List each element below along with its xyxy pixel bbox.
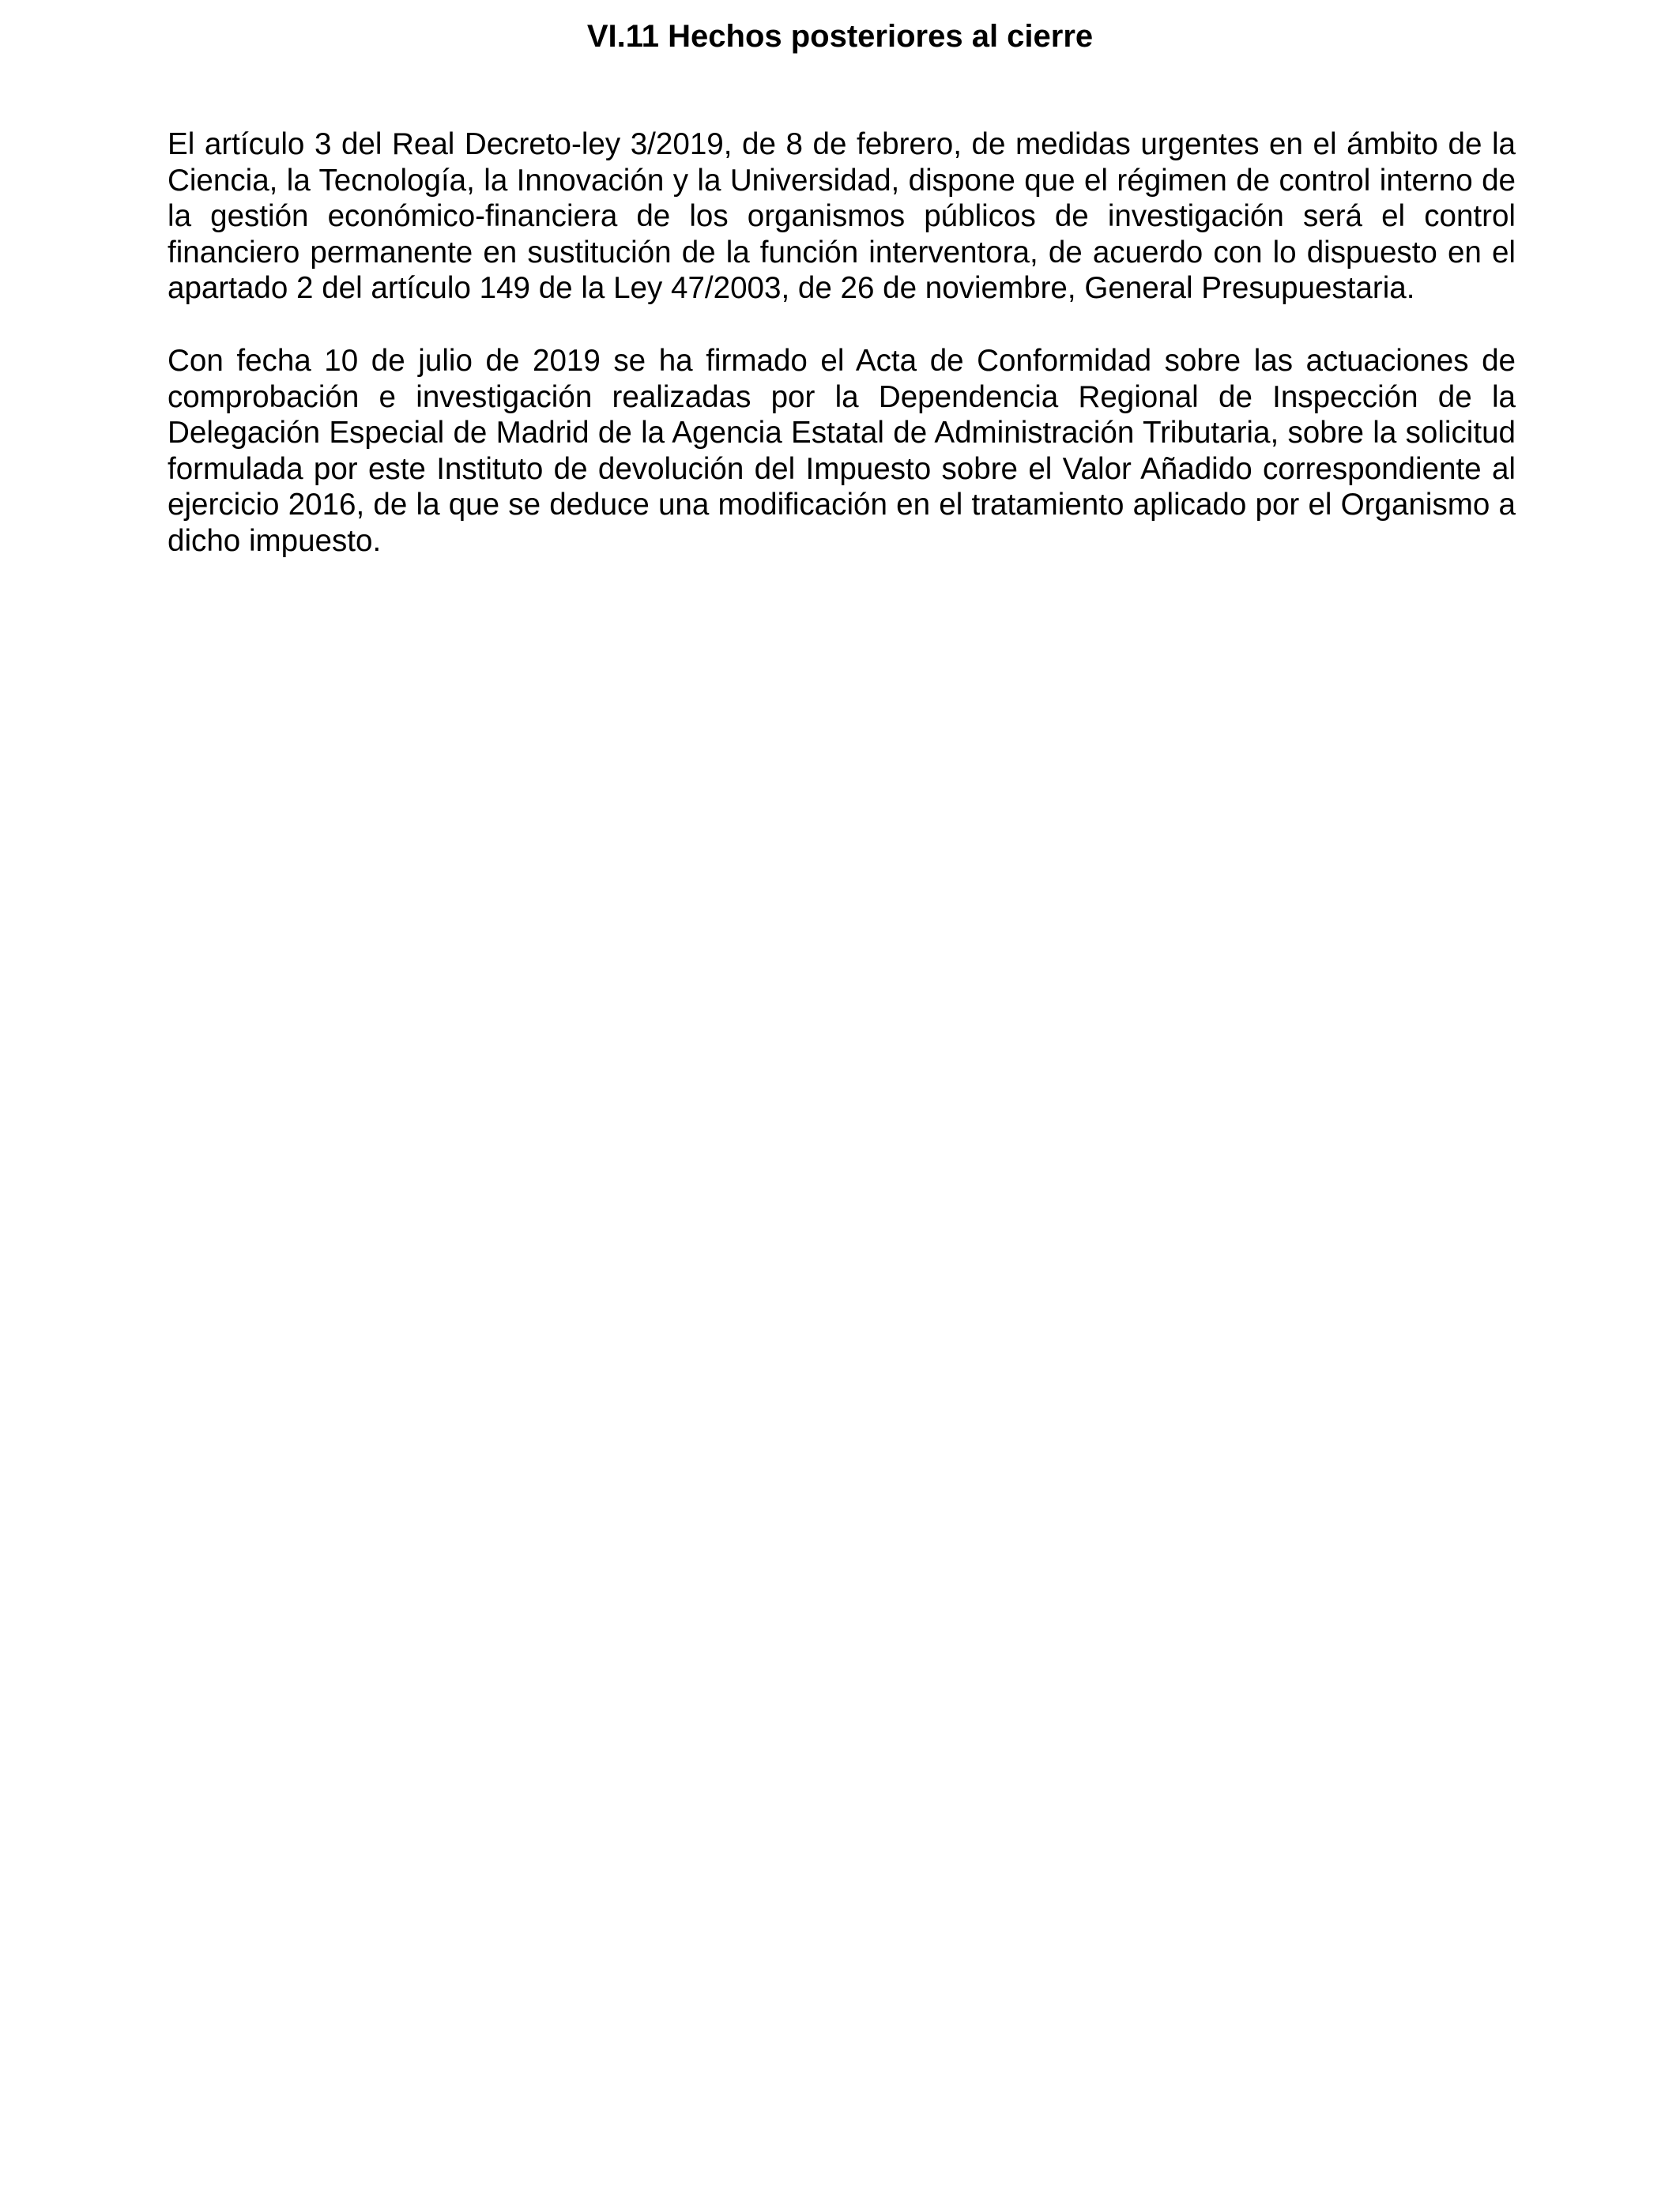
document-body — [168, 126, 1516, 596]
paragraph-acta-conformidad: Con fecha 10 de julio de 2019 se ha firmado el Acta de Conformidad sobre las actuaciones de comprobación e investigación realizadas por la Dependencia Regional de Inspección de la Delegación Especial de Madrid de la Agencia Estatal de Administración Tributaria, sobre la solicitud formulada por este Instituto de devolución del Impuesto sobre el Valor Añadido correspondiente al ejercicio 2016, de la que se deduce una modificación en el tratamiento aplicado por el Organismo a dicho impuesto. — [168, 343, 1516, 558]
section-heading: VI.11 Hechos posteriores al cierre — [586, 19, 1094, 54]
paragraph-control-financiero: El artículo 3 del Real Decreto-ley 3/2019, de 8 de febrero, de medidas urgentes en el ámbito de la Ciencia, la Tecnología, la Innovación y la Universidad, dispone que el régimen de control interno de la gestión económico-financiera de los organismos públicos de investigación será el control financiero permanente en sustitución de la función interventora, de acuerdo con lo dispuesto en el apartado 2 del artículo 149 de la Ley 47/2003, de 26 de noviembre, General Presupuestaria. — [168, 127, 1516, 306]
